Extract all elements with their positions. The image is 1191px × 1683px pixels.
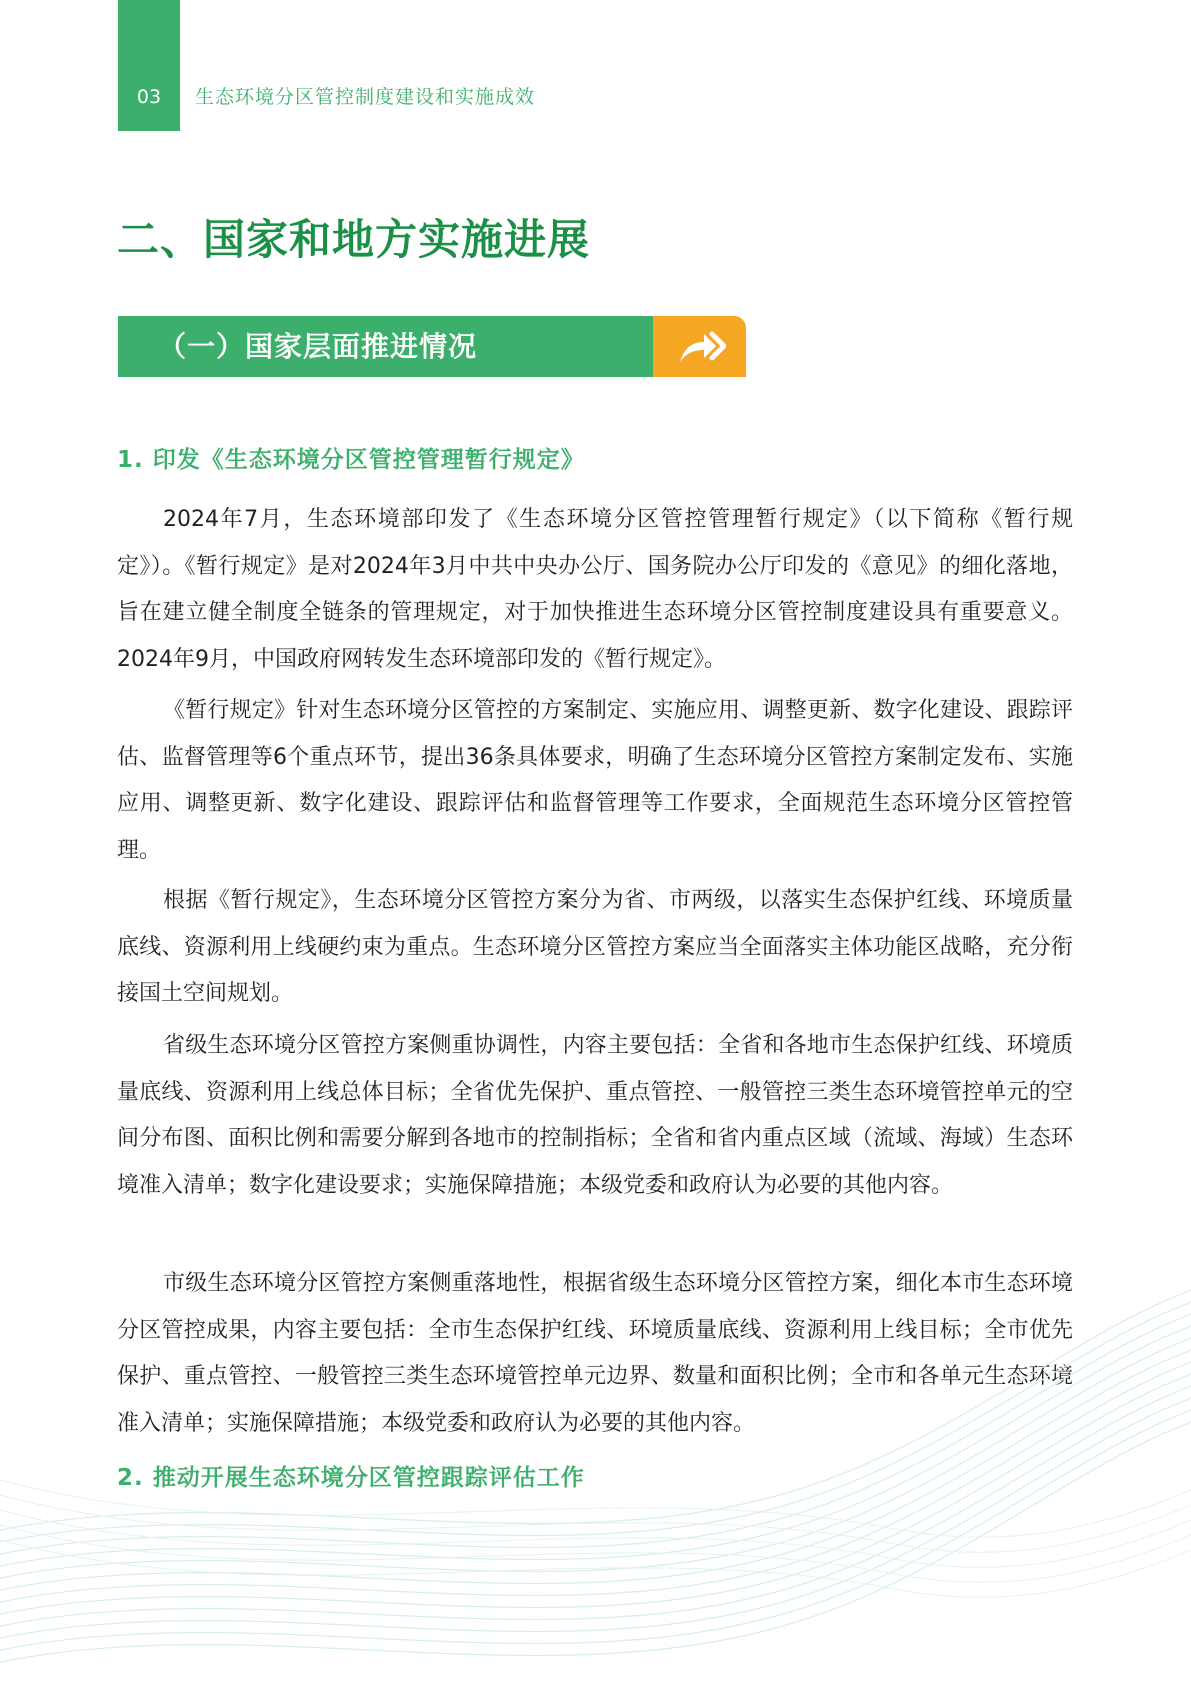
decorative-waves [0,1230,1191,1683]
paragraph-4: 省级生态环境分区管控方案侧重协调性，内容主要包括：全省和各地市生态保护红线、环境质量底线、资源利用上线总体目标；全省优先保护、重点管控、一般管控三类生态环境管控单元的空间分布图、面积比例和需要分解到各地市的控制指标；全省和省内重点区域（流域、海域）生态环境准入清单；数字化建设要求；实施保障措施；本级党委和政府认为必要的其他内容。 [117,1033,1073,1198]
paragraph-2: 《暂行规定》针对生态环境分区管控的方案制定、实施应用、调整更新、数字化建设、跟踪评估、监督管理等6个重点环节，提出36条具体要求，明确了生态环境分区管控方案制定发布、实施应用、调整更新、数字化建设、跟踪评估和监督管理等工作要求，全面规范生态环境分区管控管理。 [117,698,1073,863]
paragraph-1: 2024年7月，生态环境部印发了《生态环境分区管控管理暂行规定》（以下简称《暂行规定》）。《暂行规定》是对2024年3月中共中央办公厅、国务院办公厅印发的《意见》的细化落地，旨在建立健全制度全链条的管理规定，对于加快推进生态环境分区管控制度建设具有重要意义。2024年9月，中国政府网转发生态环境部印发的《暂行规定》。 [117,507,1073,672]
paragraph-5: 市级生态环境分区管控方案侧重落地性，根据省级生态环境分区管控方案，细化本市生态环境分区管控成果，内容主要包括：全市生态保护红线、环境质量底线、资源利用上线目标；全市优先保护、重点管控、一般管控三类生态环境管控单元边界、数量和面积比例；全市和各单元生态环境准入清单；实施保障措施；本级党委和政府认为必要的其他内容。 [117,1271,1073,1436]
subsection-banner [118,316,746,377]
subsection-banner-tab [653,316,746,377]
chapter-number: 03 [136,86,162,108]
section-title: 二、国家和地方实施进展 [117,215,591,264]
chapter-title: 生态环境分区管控制度建设和实施成效 [195,86,536,108]
subsection-title: （一）国家层面推进情况 [158,330,478,363]
double-arrow-icon [678,328,726,366]
item-heading-2: 2. 推动开展生态环境分区管控跟踪评估工作 [117,1465,585,1491]
chapter-tab [118,0,180,131]
item-heading-1: 1. 印发《生态环境分区管控管理暂行规定》 [117,447,585,473]
paragraph-3: 根据《暂行规定》，生态环境分区管控方案分为省、市两级，以落实生态保护红线、环境质量底线、资源利用上线硬约束为重点。生态环境分区管控方案应当全面落实主体功能区战略，充分衔接国土空间规划。 [117,888,1073,1006]
